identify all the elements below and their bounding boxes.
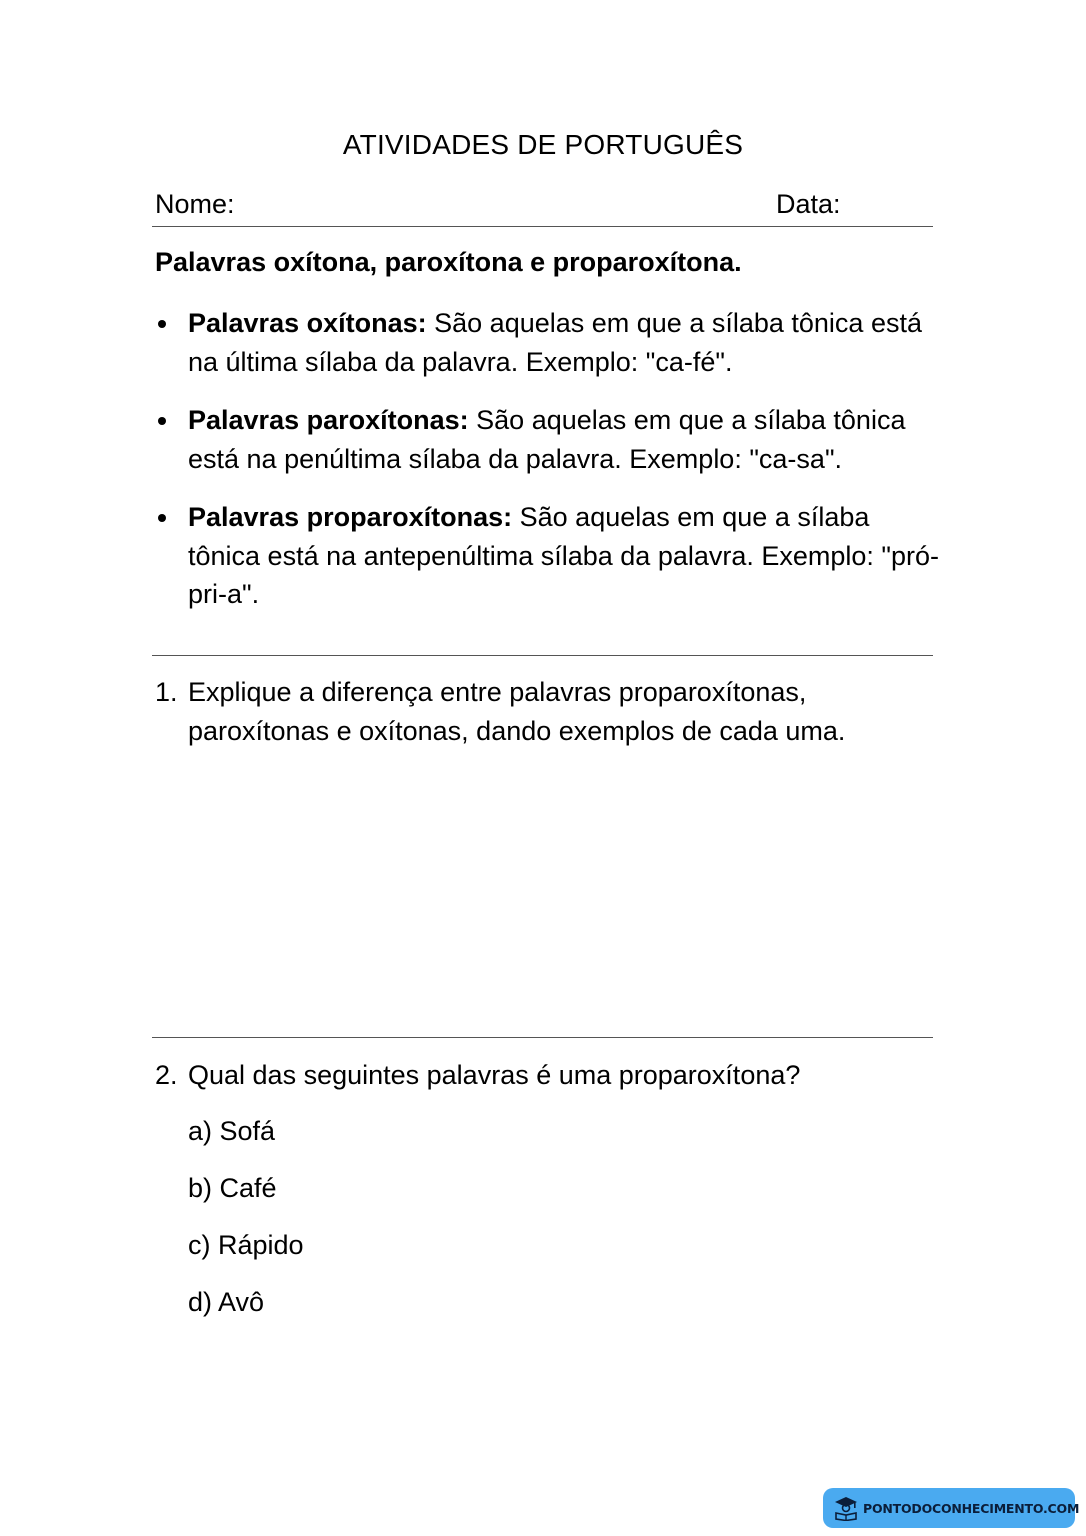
site-watermark [823, 1488, 1080, 1528]
question-number: 1. [155, 677, 178, 707]
definition-text: São aquelas em que a sílaba tônica está na penúltima sílaba da palavra. Exemplo: "ca-sa". [188, 405, 906, 474]
definition-term: Palavras paroxítonas: [188, 405, 469, 435]
question-text: Explique a diferença entre palavras proparoxítonas, paroxítonas e oxítonas, dando exemplos de cada uma. [188, 677, 846, 746]
bullet-icon [158, 514, 166, 522]
definition-text: São aquelas em que a sílaba tônica está na última sílaba da palavra. Exemplo: "ca-fé". [188, 308, 922, 377]
graduate-reading-icon [833, 1495, 859, 1521]
question-text: Qual das seguintes palavras é uma proparoxítona? [188, 1060, 801, 1090]
bullet-icon [158, 320, 166, 328]
section-title: Palavras oxítona, paroxítona e proparoxítona. [155, 247, 742, 277]
date-label: Data: [776, 189, 841, 219]
name-date-row [155, 186, 933, 226]
definition-proparoxitonas [155, 498, 945, 614]
definition-term: Palavras proparoxítonas: [188, 502, 513, 532]
definition-text: São aquelas em que a sílaba tônica está na antepenúltima sílaba da palavra. Exemplo: "pró-pri-a". [188, 502, 940, 609]
question-1 [155, 673, 945, 750]
option-a: a) Sofá [188, 1116, 276, 1146]
definition-paroxitonas [155, 401, 945, 478]
watermark-text: PONTODOCONHECIMENTO.COM [863, 1500, 1080, 1516]
bullet-icon [158, 417, 166, 425]
question-2 [155, 1056, 945, 1095]
option-d: d) Avô [188, 1287, 265, 1317]
question-number: 2. [155, 1060, 178, 1090]
option-c: c) Rápido [188, 1230, 304, 1260]
page-title: ATIVIDADES DE PORTUGUÊS [342, 129, 744, 160]
name-label: Nome: [155, 189, 235, 219]
definition-oxitonas [155, 304, 945, 381]
name-line [152, 226, 933, 227]
definition-term: Palavras oxítonas: [188, 308, 427, 338]
answer-options [188, 1112, 304, 1340]
section-divider [152, 655, 933, 656]
answer-line [152, 1037, 933, 1038]
definitions-list [155, 304, 945, 634]
option-b: b) Café [188, 1173, 277, 1203]
